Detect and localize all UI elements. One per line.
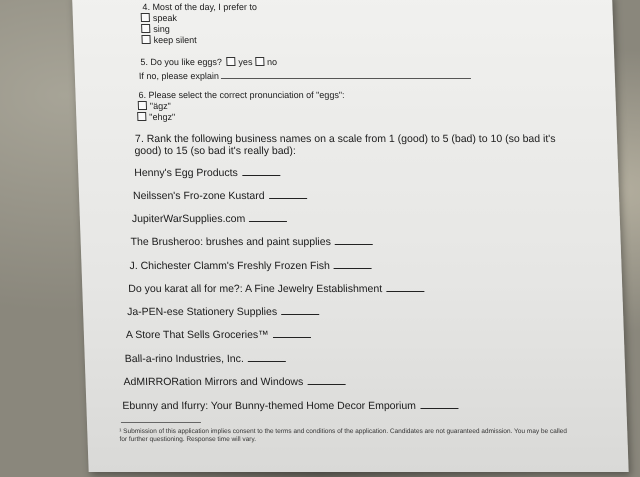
rank-item: Do you karat all for me?: A Fine Jewelry Establishment [128,282,424,295]
explain-field[interactable] [221,69,471,79]
rank-blank[interactable] [334,259,372,269]
q5-prompt-row: 5. Do you like eggs? yes no [140,57,278,67]
rank-item: J. Chichester Clamm's Freshly Frozen Fish [129,259,372,272]
q4-prompt: 4. Most of the day, I prefer to [142,2,258,12]
rank-blank[interactable] [242,166,280,176]
q5-explain-row: If no, please explain [139,69,471,81]
rank-item: Henny's Egg Products [134,166,280,179]
rank-item: Ja-PEN-ese Stationery Supplies [127,305,319,318]
rank-blank[interactable] [268,189,306,199]
rank-blank[interactable] [281,305,319,315]
rank-blank[interactable] [249,212,287,222]
rank-item: Ebunny and Ifurry: Your Bunny-themed Home Decor Emporium [122,399,458,412]
rank-item: A Store That Sells Groceries™ [126,328,311,341]
checkbox-no[interactable] [255,57,264,66]
rank-blank[interactable] [272,328,310,338]
footnote: ¹ Submission of this application implies consent to the terms and conditions of the application. Candidates are not guaranteed admission. You may be called for further questioning. Response time will vary. [119,428,568,443]
q7-prompt-line1: 7. Rank the following business names on a scale from 1 (good) to 5 (bad) to 10 (so bad it's [134,133,556,145]
checkbox-yes[interactable] [226,57,235,66]
footnote-rule [121,422,201,423]
rank-item: Neilssen's Fro-zone Kustard [133,189,307,202]
checkbox[interactable] [141,35,150,44]
q7-prompt-line2: good) to 15 (so bad it's really bad): [134,145,297,157]
checkbox[interactable] [137,112,146,121]
rank-blank[interactable] [420,399,458,409]
q4-option-sing[interactable]: sing [141,24,170,34]
rank-blank[interactable] [307,375,345,385]
q6-prompt: 6. Please select the correct pronunciation of "eggs": [138,90,345,100]
checkbox[interactable] [141,24,150,33]
rank-blank[interactable] [386,282,424,292]
q6-option-ehgz[interactable]: "ehgz" [137,112,175,122]
questionnaire-page [72,0,629,472]
rank-item: The Brusheroo: brushes and paint supplies [130,235,373,248]
rank-blank[interactable] [248,352,286,362]
rank-blank[interactable] [335,235,373,245]
q4-option-speak[interactable]: speak [141,13,177,23]
rank-item: Ball-a-rino Industries, Inc. [125,352,287,365]
checkbox[interactable] [141,13,150,22]
rank-item: AdMIRRORation Mirrors and Windows [123,375,345,388]
q4-option-keep-silent[interactable]: keep silent [141,35,196,45]
q6-option-agz[interactable]: "ägz" [138,101,171,111]
checkbox[interactable] [138,101,147,110]
rank-item: JupiterWarSupplies.com [132,212,288,225]
